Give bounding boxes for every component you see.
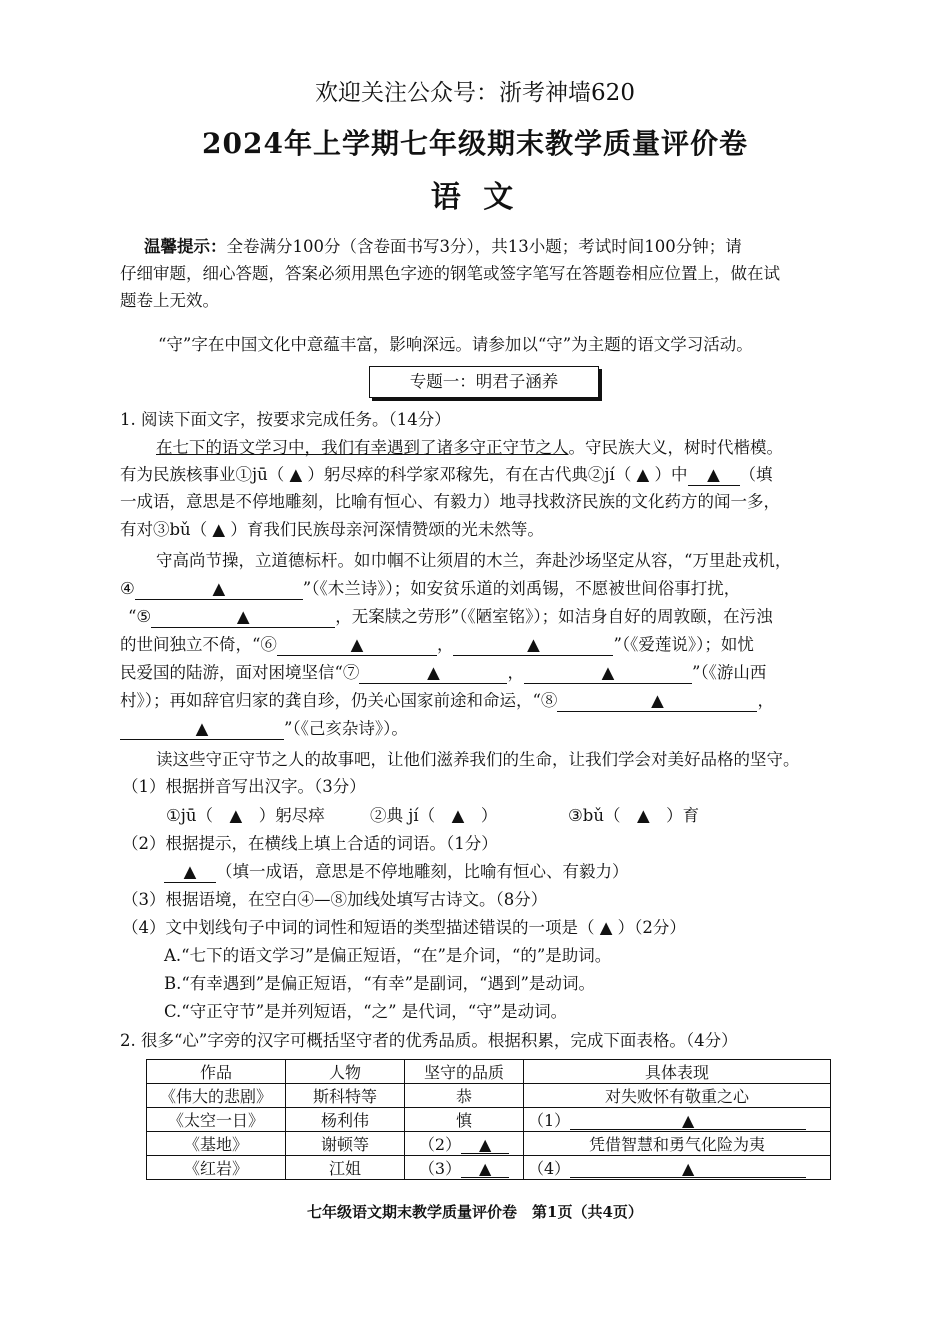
quality-blank-2[interactable]: ▲ (461, 1135, 509, 1154)
cell-person: 斯科特等 (286, 1084, 405, 1108)
para2-line7-rest: ”（《己亥杂诗》）。 (284, 719, 408, 738)
detail-blank-4[interactable]: ▲ (570, 1159, 806, 1178)
blank-8a[interactable]: ▲ (557, 693, 757, 712)
underlined-sentence: 在七下的语文学习中，我们有幸遇到了诸多守正守节之人 (156, 438, 569, 457)
quality-table (146, 1059, 831, 1180)
q1-para2-line5 (120, 665, 766, 684)
para2-line5a: 民爱国的陆游，面对困境坚信“⑦ (120, 663, 360, 682)
blank-6b[interactable]: ▲ (453, 637, 613, 656)
quality-num-3: （3） (418, 1159, 462, 1178)
notice-text-1: 全卷满分100分（含卷面书写3分），共13小题；考试时间100分钟；请 (226, 237, 742, 256)
notice-line-3: 题卷上无效。 (120, 291, 219, 310)
blank-5[interactable]: ▲ (151, 609, 335, 628)
sub2-hint: （填一成语，意思是不停地雕刻，比喻有恒心、有毅力） (216, 862, 629, 881)
q1-sub2-stem: （2）根据提示，在横线上填上合适的词语。（1分） (122, 834, 498, 853)
blank-7b[interactable]: ▲ (524, 665, 692, 684)
para2-line4a: 的世间独立不倚，“⑥ (120, 635, 277, 654)
para1-line2b: （填 (739, 465, 773, 484)
q1-para2-line3 (128, 609, 773, 628)
q1-para2-line7 (120, 721, 408, 740)
cell-quality: 恭 (405, 1084, 524, 1108)
cell-detail (524, 1156, 831, 1180)
table-row (147, 1108, 831, 1132)
q1-para1-line2 (120, 467, 773, 486)
subject-title: 语 文 (430, 180, 520, 215)
quality-blank-3[interactable]: ▲ (461, 1159, 509, 1178)
q1-para1-line1 (156, 440, 783, 457)
q1-sub4-stem: （4）文中划线句子中词的词性和短语的类型描述错误的一项是（ ▲ ）（2分） (122, 918, 686, 937)
para2-line2-rest: ”（《木兰诗》）；如安贫乐道的刘禹锡，不愿被世间俗事打扰， (302, 579, 741, 598)
q1-para1-line4: 有对③bǔ（ ▲ ）育我们民族母亲河深情赞颂的光未然等。 (120, 520, 544, 539)
q1-para2-line2 (120, 581, 740, 600)
cell-person: 谢顿等 (286, 1132, 405, 1156)
q1-para2-line4 (120, 637, 754, 656)
q1-sub1-b: ②典 jí（ ▲ ） (370, 806, 498, 825)
table-header: 具体表现 (524, 1060, 831, 1084)
q1-para3: 读这些守正守节之人的故事吧，让他们滋养我们的生命，让我们学会对美好品格的坚守。 (156, 750, 800, 769)
detail-num-4: （4） (528, 1159, 571, 1178)
q1-para1-line3: 一成语，意思是不停地雕刻，比喻有恒心、有毅力）地寻找救济民族的文化药方的闻一多， (120, 492, 780, 511)
q1-sub3: （3）根据语境，在空白④—⑧加线处填写古诗文。（8分） (122, 890, 548, 909)
q1-sub1-stem: （1）根据拼音写出汉字。（3分） (122, 777, 366, 796)
q1-stem: 1. 阅读下面文字，按要求完成任务。（14分） (120, 410, 451, 429)
sub2-blank[interactable]: ▲ (164, 864, 216, 883)
notice-line-1 (144, 239, 742, 256)
cell-quality (405, 1156, 524, 1180)
q1-para2-line1: 守高尚节操，立道德标杆。如巾帼不让须眉的木兰，奔赴沙场坚定从容，“万里赴戎机， (156, 551, 792, 570)
blank-7a[interactable]: ▲ (359, 665, 507, 684)
cell-work: 《红岩》 (147, 1156, 286, 1180)
option-c[interactable]: C.“守正守节”是并列短语，“之” 是代词，“守”是动词。 (164, 1002, 568, 1021)
page-footer: 七年级语文期末教学质量评价卷 第1页（共4页） (307, 1203, 643, 1221)
cell-person: 杨利伟 (286, 1108, 405, 1132)
detail-blank-1[interactable]: ▲ (570, 1111, 806, 1130)
para2-line4-rest: ”（《爱莲说》）；如忧 (613, 635, 754, 654)
cell-work: 《基地》 (147, 1132, 286, 1156)
cell-detail: 对失败怀有敬重之心 (524, 1084, 831, 1108)
blank4-num: ④ (120, 579, 135, 598)
q1-sub2-line (164, 864, 629, 883)
idiom-blank[interactable]: ▲ (688, 467, 740, 486)
table-header: 坚守的品质 (405, 1060, 524, 1084)
q1-para2-line6 (120, 693, 774, 712)
para1-line1-rest: 。守民族大义，树时代楷模。 (568, 438, 783, 457)
detail-num-1: （1） (528, 1111, 571, 1130)
cell-quality (405, 1132, 524, 1156)
cell-detail: 凭借智慧和勇气化险为夷 (524, 1132, 831, 1156)
intro-text: “守”字在中国文化中意蕴丰富，影响深远。请参加以“守”为主题的语文学习活动。 (158, 335, 753, 354)
notice-label: 温馨提示： (144, 237, 227, 256)
cell-work: 《伟大的悲剧》 (147, 1084, 286, 1108)
notice-line-2: 仔细审题，细心答题，答案必须用黑色字迹的钢笔或签字笔写在答题卷相应位置上，做在试 (120, 264, 780, 283)
para1-line2a: 有为民族核事业①jū（ ▲ ）躬尽瘁的科学家邓稼先，有在古代典②jí（ ▲ ）中 (120, 465, 688, 484)
table-row (147, 1156, 831, 1180)
blank5-num: “⑤ (128, 607, 152, 626)
option-b[interactable]: B.“有幸遇到”是偏正短语，“有幸”是副词，“遇到”是动词。 (164, 974, 595, 993)
q1-sub1-a: ①jū（ ▲ ）躬尽瘁 (166, 806, 325, 825)
table-row (147, 1084, 831, 1108)
cell-person: 江姐 (286, 1156, 405, 1180)
para2-line5-rest: ”（《游山西 (691, 663, 767, 682)
blank7-sep: ， (507, 663, 524, 682)
cell-work: 《太空一日》 (147, 1108, 286, 1132)
para2-line6a: 村》）；再如辞官归家的龚自珍，仍关心国家前途和命运，“⑧ (120, 691, 558, 710)
quality-num-2: （2） (418, 1135, 462, 1154)
table-header-row (147, 1060, 831, 1084)
page-title: 2024年上学期七年级期末教学质量评价卷 (202, 127, 748, 160)
blank-8b[interactable]: ▲ (120, 721, 284, 740)
blank-4[interactable]: ▲ (135, 581, 303, 600)
para2-line6-rest: ， (757, 691, 774, 710)
q1-sub1-c: ③bǔ（ ▲ ）育 (568, 806, 700, 825)
blank6-sep: ， (436, 635, 454, 654)
q2-stem: 2. 很多“心”字旁的汉字可概括坚守者的优秀品质。根据积累，完成下面表格。（4分） (120, 1031, 738, 1050)
topic-box: 专题一：明君子涵养 (369, 366, 599, 398)
para2-line3-rest: ，无案牍之劳形”（《陋室铭》）；如洁身自好的周敦颐，在污浊 (335, 607, 773, 626)
option-a[interactable]: A.“七下的语文学习”是偏正短语，“在”是介词，“的”是助词。 (164, 946, 612, 965)
table-header: 人物 (286, 1060, 405, 1084)
cell-quality: 慎 (405, 1108, 524, 1132)
blank-6a[interactable]: ▲ (277, 637, 437, 656)
watermark-line: 欢迎关注公众号：浙考神墙620 (315, 80, 635, 106)
cell-detail (524, 1108, 831, 1132)
table-row (147, 1132, 831, 1156)
table-header: 作品 (147, 1060, 286, 1084)
